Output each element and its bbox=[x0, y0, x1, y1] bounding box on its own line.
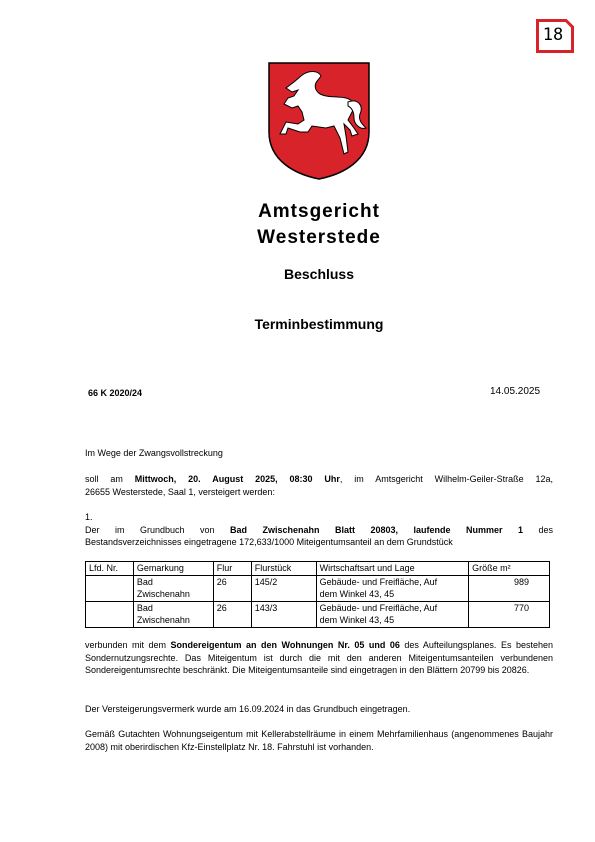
table-row: Bad Zwischenahn 26 145/2 Gebäude- und Freifläche, Auf dem Winkel 43, 45 989 bbox=[86, 575, 550, 601]
auction-paragraph: soll am Mittwoch, 20. August 2025, 08:30 Uhr, im Amtsgericht Wilhelm-Geiler-Straße 12a, 26655 Westerstede, Saal 1, versteigert werden: bbox=[85, 474, 553, 497]
table-row: Bad Zwischenahn 26 143/3 Gebäude- und Freifläche, Auf dem Winkel 43, 45 770 bbox=[86, 601, 550, 627]
notice-paragraph: Der Versteigerungsvermerk wurde am 16.09.2024 in das Grundbuch eingetragen. bbox=[85, 704, 411, 714]
auction-datetime: Mittwoch, 20. August 2025, 08:30 Uhr bbox=[134, 474, 340, 484]
header-flurstueck: Flurstück bbox=[251, 562, 316, 576]
court-name-line1: Amtsgericht bbox=[258, 201, 380, 222]
header-lfd-nr: Lfd. Nr. bbox=[86, 562, 134, 576]
table-header-row bbox=[86, 562, 550, 576]
header-groesse: Größe m² bbox=[469, 562, 550, 576]
item-paragraph: 1. Der im Grundbuch von Bad Zwischenahn Blatt 20803, laufende Nummer 1 des Bestandsverzeichnisses eingetragene 172,633/1000 Miteigentumsanteil an dem Grundstück bbox=[85, 512, 553, 547]
document-subject: Terminbestimmung bbox=[254, 316, 384, 332]
header-flur: Flur bbox=[213, 562, 251, 576]
special-ownership: Sondereigentum an den Wohnungen Nr. 05 und 06 bbox=[170, 640, 400, 650]
header-gemarkung: Gemarkung bbox=[133, 562, 213, 576]
file-number: 66 K 2020/24 bbox=[88, 388, 143, 398]
item-number: 1. bbox=[85, 512, 93, 522]
land-register-entry: Bad Zwischenahn Blatt 20803, laufende Nummer 1 bbox=[230, 524, 523, 535]
parcel-table bbox=[85, 561, 550, 628]
combined-paragraph: verbunden mit dem Sondereigentum an den Wohnungen Nr. 05 und 06 des Aufteilungsplanes. Es bestehen Sondernutzungsrechte. Das Miteigentum ist durch die mit den anderen Miteigentumsanteilen verbundenen Sondereigentumsrechte beschränkt. Die Miteigentumsanteile sind eingetragen in den Blättern 20799 bis 20826. bbox=[85, 640, 553, 675]
header-wirtschaftsart: Wirtschaftsart und Lage bbox=[316, 562, 469, 576]
page-number-box bbox=[536, 19, 574, 51]
page-number: 18 bbox=[542, 25, 564, 45]
intro-paragraph: Im Wege der Zwangsvollstreckung bbox=[85, 448, 223, 458]
court-name-line2: Westerstede bbox=[257, 227, 381, 248]
document-date: 14.05.2025 bbox=[490, 386, 541, 397]
lower-saxony-coat-of-arms bbox=[268, 62, 370, 180]
document-type: Beschluss bbox=[283, 266, 355, 282]
appraisal-paragraph: Gemäß Gutachten Wohnungseigentum mit Kellerabstellräume in einem Mehrfamilienhaus (angenommenes Baujahr 2008) mit oberirdischen Kfz-Einstellplatz Nr. 18. Fahrstuhl ist vorhanden. bbox=[85, 729, 553, 752]
